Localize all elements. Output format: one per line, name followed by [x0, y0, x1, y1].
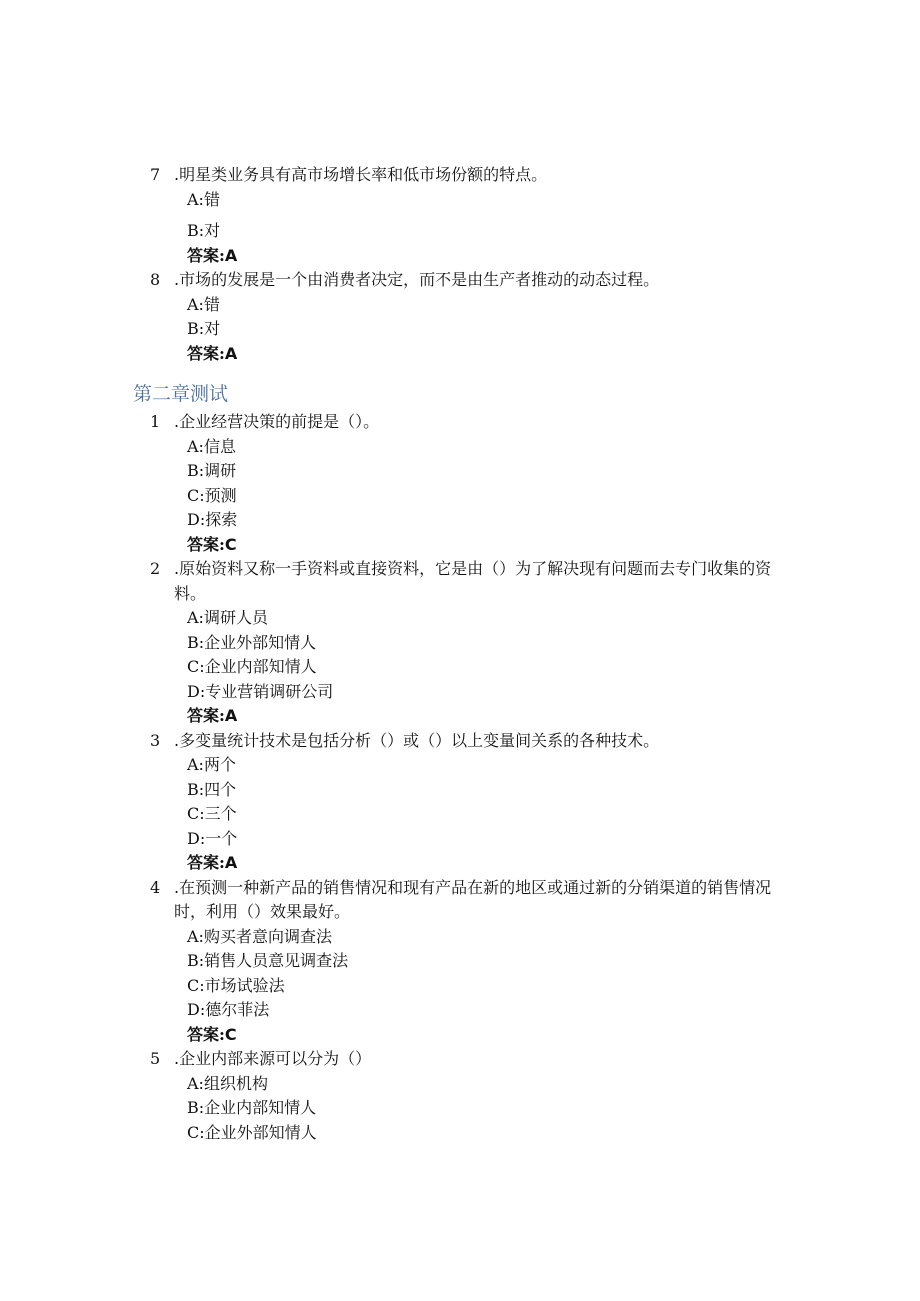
question-text: .在预测一种新产品的销售情况和现有产品在新的地区或通过新的分销渠道的销售情况时，利用（）效果最好。 [174, 877, 772, 921]
option-a: A:购买者意向调查法 [187, 926, 332, 946]
question-stem [150, 163, 795, 188]
question-number: 2 [150, 559, 161, 578]
answer-label: 答案: [187, 706, 225, 725]
option-c: C:企业内部知情人 [187, 657, 317, 676]
answer-value: A [224, 853, 238, 872]
question-block [0, 729, 920, 876]
option-d: D:探索 [187, 510, 238, 529]
question-number: 5 [150, 1049, 161, 1068]
answer-line [187, 533, 920, 558]
question-number: 4 [150, 877, 161, 897]
question-stem [150, 557, 795, 606]
answer-line [187, 1023, 920, 1048]
option-c: C:市场试验法 [187, 975, 285, 995]
question-text: .原始资料又称一手资料或直接资料，它是由（）为了解决现有问题而去专门收集的资料。 [174, 559, 772, 603]
answer-value: A [224, 245, 238, 265]
question-block [0, 163, 920, 268]
answer-label: 答案: [187, 853, 225, 872]
option-d: D:专业营销调研公司 [187, 681, 334, 701]
question-stem [150, 268, 795, 293]
option-b: B:对 [187, 221, 221, 240]
question-stem [150, 410, 795, 435]
answer-label: 答案: [187, 534, 225, 554]
option-a: A:调研人员 [187, 608, 268, 627]
answer-label: 答案: [187, 245, 225, 265]
question-block [0, 876, 920, 1048]
option-b: B:销售人员意见调查法 [187, 951, 349, 970]
question-number: 3 [150, 730, 161, 750]
section-title: 第二章测试 [133, 383, 229, 405]
question-text: .明星类业务具有高市场增长率和低市场份额的特点。 [174, 165, 548, 184]
option-a: A:两个 [187, 755, 236, 774]
option-c: C:企业外部知情人 [187, 1122, 317, 1142]
option-a: A:组织机构 [187, 1073, 268, 1093]
answer-value: C [224, 534, 237, 554]
option-b: B:对 [187, 319, 221, 338]
option-a: A:错 [187, 294, 220, 314]
answer-value: C [224, 1024, 237, 1044]
answer-value: A [224, 706, 238, 725]
option-a: A:错 [187, 189, 220, 209]
answer-line [187, 704, 920, 729]
answer-line [187, 851, 920, 876]
document-content [0, 163, 920, 1145]
question-block [0, 268, 920, 366]
question-number: 8 [150, 270, 161, 289]
option-d: D:一个 [187, 828, 238, 848]
question-block [0, 410, 920, 557]
question-stem [150, 876, 795, 925]
question-text: .市场的发展是一个由消费者决定，而不是由生产者推动的动态过程。 [174, 270, 660, 289]
option-b: B:四个 [187, 779, 237, 799]
answer-label: 答案: [187, 1024, 225, 1044]
option-b: B:企业外部知情人 [187, 632, 317, 652]
question-number: 1 [150, 412, 161, 431]
question-stem [150, 729, 795, 754]
question-stem [150, 1047, 795, 1072]
option-c: C:预测 [187, 485, 237, 505]
option-c: C:三个 [187, 804, 237, 823]
question-text: .企业经营决策的前提是（）。 [174, 412, 380, 431]
answer-line [187, 244, 920, 269]
answer-label: 答案: [187, 343, 225, 363]
answer-value: A [224, 343, 238, 363]
question-block [0, 1047, 920, 1145]
question-text: .多变量统计技术是包括分析（）或（）以上变量间关系的各种技术。 [174, 730, 660, 750]
answer-line [187, 342, 920, 367]
option-d: D:德尔菲法 [187, 1000, 270, 1019]
question-number: 7 [150, 165, 161, 184]
question-text: .企业内部来源可以分为（） [174, 1049, 372, 1068]
option-a: A:信息 [187, 436, 236, 456]
question-block [0, 557, 920, 729]
option-b: B:企业内部知情人 [187, 1098, 317, 1117]
option-b: B:调研 [187, 461, 237, 480]
